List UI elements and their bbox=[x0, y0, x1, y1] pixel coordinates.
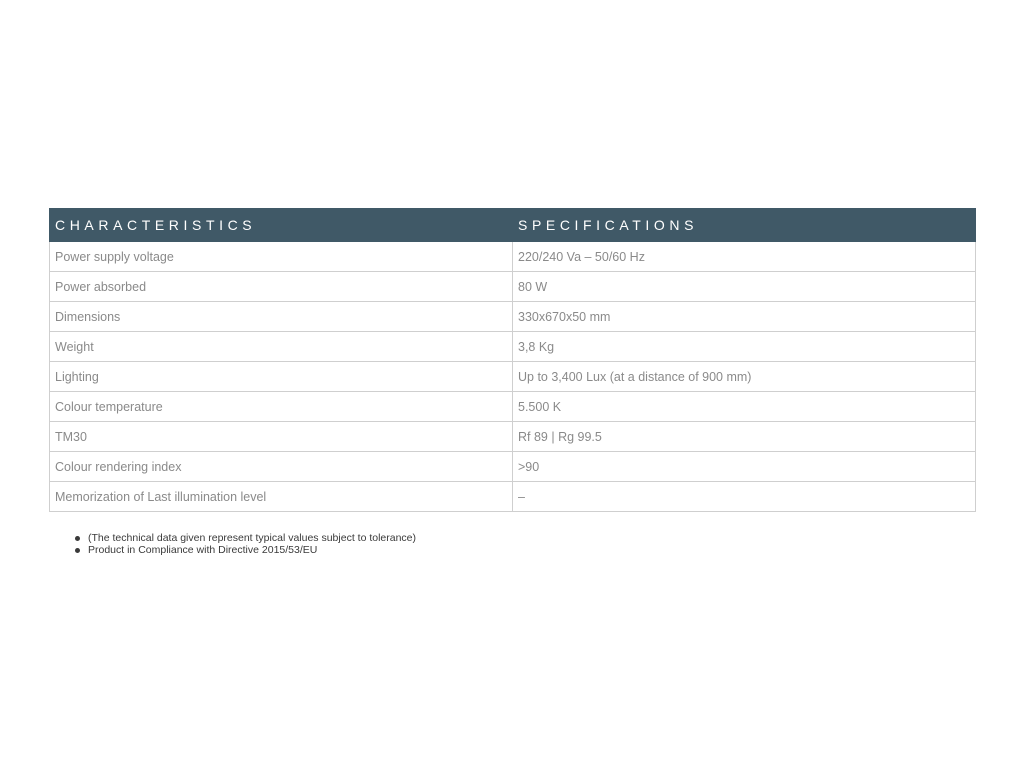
characteristic-cell: Weight bbox=[50, 332, 513, 362]
specification-cell: 220/240 Va – 50/60 Hz bbox=[513, 242, 976, 272]
characteristic-cell: Colour rendering index bbox=[50, 452, 513, 482]
characteristic-cell: Power supply voltage bbox=[50, 242, 513, 272]
characteristic-cell: Colour temperature bbox=[50, 392, 513, 422]
table-row bbox=[50, 362, 976, 392]
specification-cell: Up to 3,400 Lux (at a distance of 900 mm) bbox=[513, 362, 976, 392]
note-text: Product in Compliance with Directive 2015/53/EU bbox=[88, 544, 318, 556]
specification-cell: >90 bbox=[513, 452, 976, 482]
characteristic-cell: Dimensions bbox=[50, 302, 513, 332]
specification-cell: 330x670x50 mm bbox=[513, 302, 976, 332]
specification-cell: 80 W bbox=[513, 272, 976, 302]
column-header-specifications: SPECIFICATIONS bbox=[513, 209, 976, 242]
bullet-icon bbox=[75, 548, 80, 553]
table-row bbox=[50, 302, 976, 332]
table-row bbox=[50, 272, 976, 302]
characteristic-cell: Memorization of Last illumination level bbox=[50, 482, 513, 512]
specification-cell: Rf 89 | Rg 99.5 bbox=[513, 422, 976, 452]
specification-cell: – bbox=[513, 482, 976, 512]
table-header-row bbox=[50, 209, 976, 242]
table-row bbox=[50, 482, 976, 512]
note-item bbox=[88, 532, 416, 544]
table-row bbox=[50, 332, 976, 362]
bullet-icon bbox=[75, 536, 80, 541]
note-item bbox=[88, 544, 416, 556]
table-row bbox=[50, 452, 976, 482]
characteristic-cell: TM30 bbox=[50, 422, 513, 452]
table-row bbox=[50, 392, 976, 422]
characteristic-cell: Power absorbed bbox=[50, 272, 513, 302]
notes-list bbox=[88, 532, 416, 556]
characteristic-cell: Lighting bbox=[50, 362, 513, 392]
specifications-table bbox=[49, 208, 976, 512]
table-body bbox=[50, 242, 976, 512]
column-header-characteristics: CHARACTERISTICS bbox=[50, 209, 513, 242]
specification-cell: 3,8 Kg bbox=[513, 332, 976, 362]
table-row bbox=[50, 242, 976, 272]
note-text: (The technical data given represent typical values subject to tolerance) bbox=[88, 532, 417, 544]
table-row bbox=[50, 422, 976, 452]
specification-cell: 5.500 K bbox=[513, 392, 976, 422]
